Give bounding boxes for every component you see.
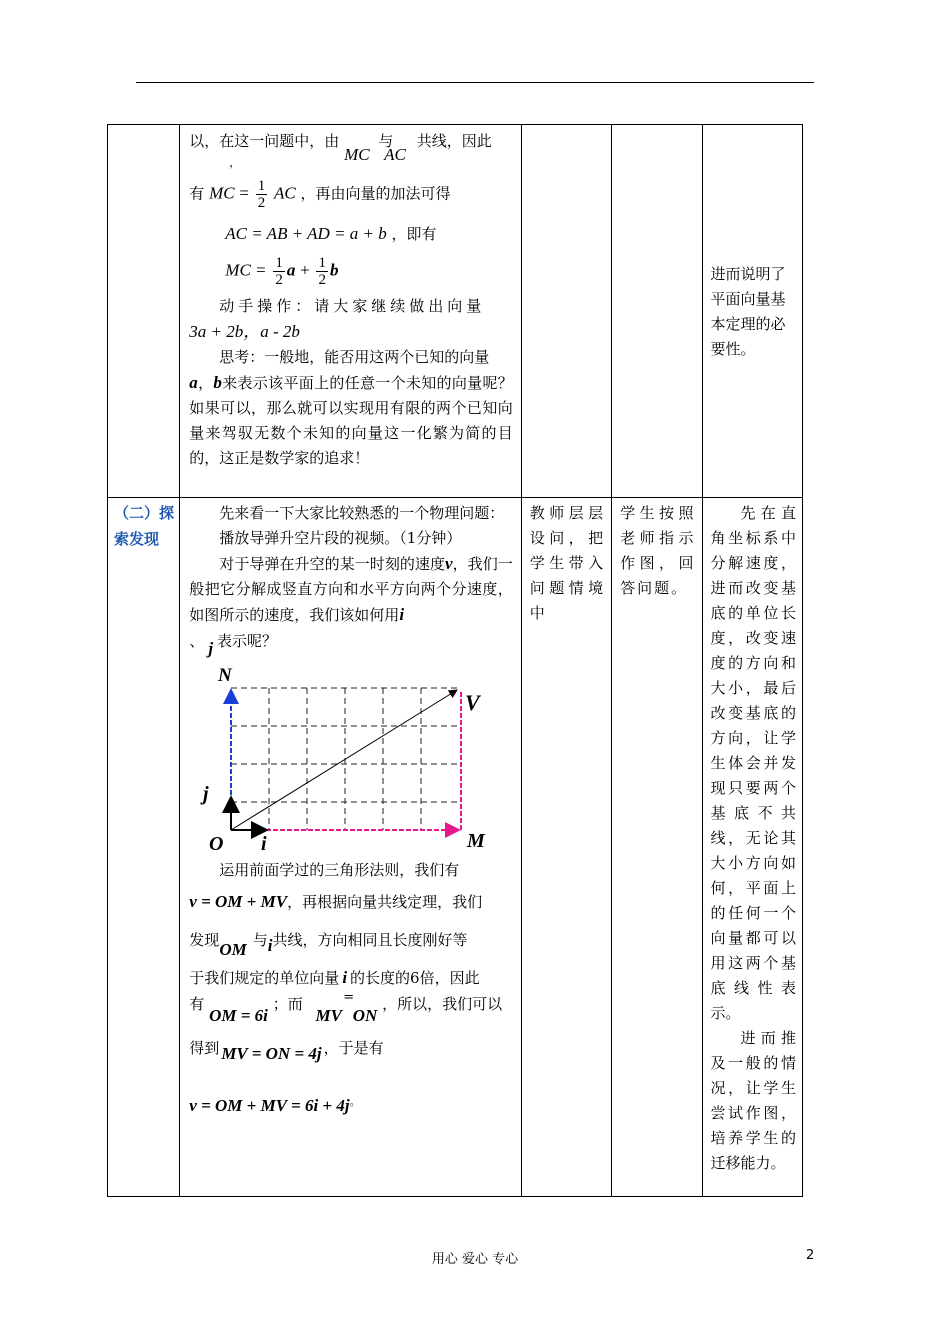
triangle-rule-text: 运用前面学过的三角形法则，我们有 xyxy=(219,861,460,879)
hands-on-text: 动手操作：请大家继续做出向量 xyxy=(219,297,486,315)
video-text: 播放导弹升空片段的视频。（1分钟） xyxy=(219,529,462,547)
hands-on-vectors: 3a + 2b，a - 2b xyxy=(189,322,300,341)
header-rule xyxy=(136,82,814,83)
line-mc-ac: 以，在这一问题中，由 MC 与 AC 共线，因此 ， xyxy=(189,132,492,169)
collinear-text: 发现OM 与i共线，方向相同且长度刚好等 xyxy=(189,931,468,959)
velocity-text-cont: 、 j 表示呢？ xyxy=(189,632,278,658)
table-row xyxy=(108,498,803,1197)
velocity-text: 对于导弹在升空的某一时刻的速度v，我们一般把它分解成竖直方向和水平方向两个分速度，如图所示的速度，我们该如何用i xyxy=(189,554,513,624)
final-equation: v = OM + MV = 6i + 4j。 xyxy=(189,1095,361,1115)
label-O: O xyxy=(209,833,224,850)
page-number: 2 xyxy=(806,1248,815,1263)
thinking-text-cont: a，b来表示该平面上的任意一个未知的向量呢？如果可以，那么就可以实现用有限的两个已知向量来驾驭无数个未知的向量这一化繁为简的目的，这正是数学家的追求！ xyxy=(189,373,513,467)
intro-text: 先来看一下大家比较熟悉的一个物理问题： xyxy=(219,504,505,522)
equation-v-sum: v = OM + MV，再根据向量共线定理，我们 xyxy=(189,892,483,911)
intent-cell xyxy=(702,498,802,1197)
equation-ac: AC = AB + AD = a + b ，即有 xyxy=(225,224,437,243)
label-N: N xyxy=(218,665,233,686)
section-cell xyxy=(108,125,180,498)
fraction: $\frac{1}{2}$ xyxy=(257,178,266,211)
table-row xyxy=(108,125,803,498)
section-title: （二）探索发现 xyxy=(114,504,175,548)
fraction: $\frac{1}{2}$ xyxy=(318,255,326,288)
content-cell xyxy=(180,498,521,1197)
teacher-cell xyxy=(521,498,611,1197)
section-cell xyxy=(108,498,180,1197)
content-cell xyxy=(180,125,521,498)
teacher-cell xyxy=(521,125,611,498)
label-V: V xyxy=(465,690,480,715)
student-activity: 学生按照老师指示作图，回答问题。 xyxy=(620,504,696,597)
intent-text-2: 进而推及一般的情况，让学生尝试作图，培养学生的迁移能力。 xyxy=(710,1029,796,1172)
label-i: i xyxy=(261,833,267,850)
thinking-text: 思考：一般地，能否用这两个已知的向量 xyxy=(219,348,490,366)
unit-length-text: 于我们规定的单位向量 i 的长度的6倍，因此 xyxy=(189,968,480,987)
page-footer: 用心 爱心 专心 xyxy=(431,1252,519,1267)
student-cell xyxy=(612,125,702,498)
label-j: j xyxy=(203,783,209,805)
mv-on-equation: 得到 MV = ON = 4j ，于是有 xyxy=(189,1039,384,1063)
vector-grid-figure xyxy=(189,660,489,850)
om-equation-line: 有 OM = 6i ；而 MV = ON ，所以，我们可以 xyxy=(189,990,503,1025)
v-vector xyxy=(231,690,457,830)
intent-text: 进而说明了平面向量基本定理的必要性。 xyxy=(710,265,786,358)
equation-mc: MC = $\frac{1}{2}$ a + $\frac{1}{2}$ b xyxy=(225,255,339,288)
line-mc-half: 有 MC = $\frac{1}{2}$ AC ，再由向量的加法可得 xyxy=(189,178,451,211)
lesson-table xyxy=(107,124,803,1197)
intent-text-1: 先在直角坐标系中分解速度，进而改变基底的单位长度，改变速度的方向和大小，最后改变基底的方向，让学生体会并发现只要两个基底不共线，无论其大小方向如何，平面上的任何一个向量都可以用这两个基底线性表示。 xyxy=(710,504,796,1022)
label-M: M xyxy=(467,830,486,850)
student-cell xyxy=(612,498,702,1197)
fraction: $\frac{1}{2}$ xyxy=(275,255,283,288)
teacher-activity: 教师层层设问，把学生带入问题情境中 xyxy=(529,504,606,622)
intent-cell xyxy=(702,125,802,498)
